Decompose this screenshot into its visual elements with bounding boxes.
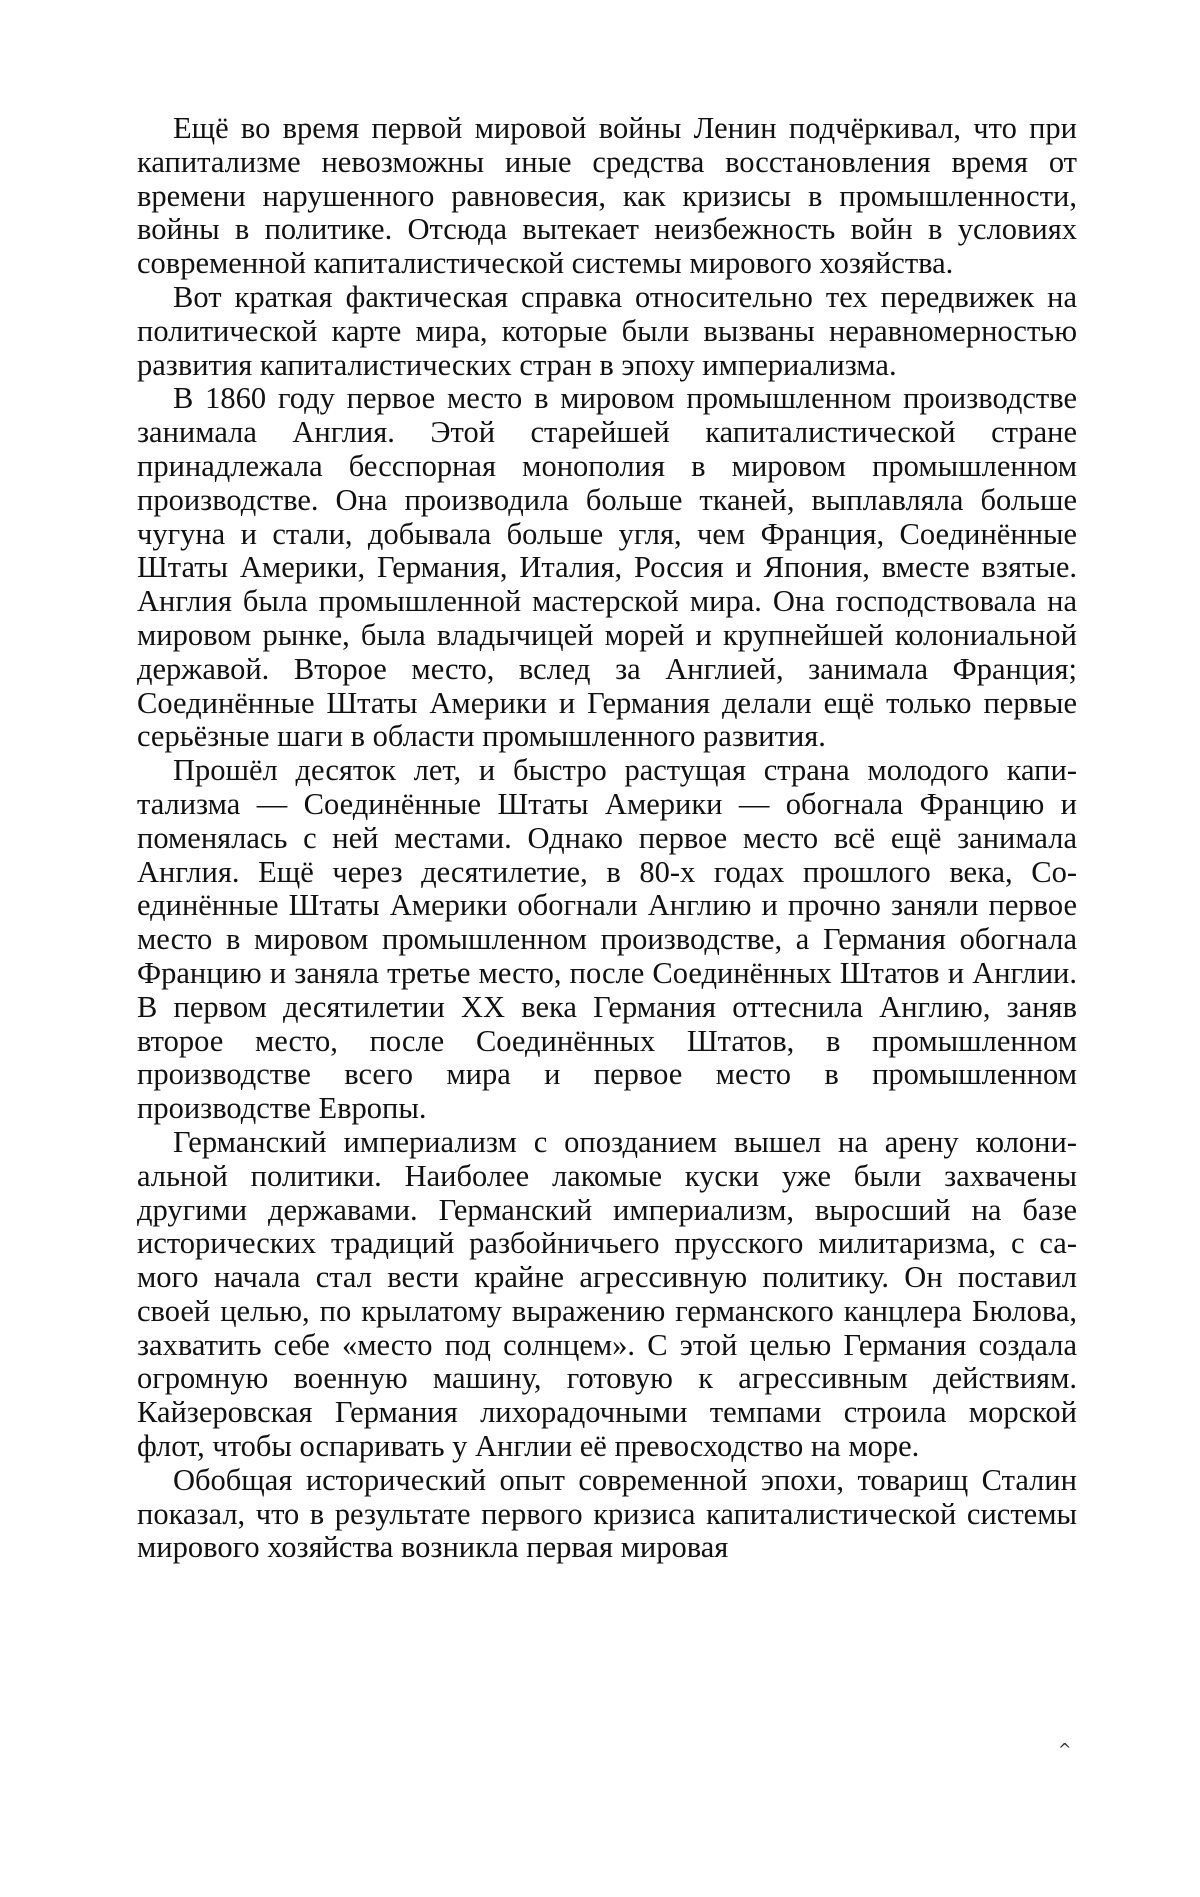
page-corner-mark: ^ [1058,1740,1072,1759]
paragraph-usa-overtakes: Прошёл десяток лет, и быстро растущая страна молодого капитализма — Соединённые Штаты Америки — обогнала Францию и поменялась с ней местами. Однако первое место всё ещё занимала Англия. Ещё через десятилетие, в 80-х годах прошлого века, Соединённые Штаты Америки обогнали Англию и прочно заняли первое место в мировом промышленном производстве, а Германия обогнала Францию и заняла третье место, после Соединённых Штатов и Англии. В первом десятилетии XX века Германия оттеснила Англию, заняв второе место, после Соединённых Штатов, в промышленном производстве всего мира и первое место в промышленном производстве Европы. [137,753,1077,1126]
document-page [137,112,1077,1565]
paragraph-england-1860: В 1860 году первое место в мировом промышленном производстве занимала Англия. Этой старейшей капиталистической стране принадлежала бесспорная монополия в мировом промышленном производстве. Она производила больше тканей, выплавляла больше чугуна и стали, добывала больше угля, чем Франция, Соединённые Штаты Америки, Германия, Италия, Россия и Япония, вместе взятые. Англия была промышленной мастерской мира. Она господствовала на мировом рынке, была владычицей морей и крупнейшей колониальной державой. Второе место, вслед за Англией, занимала Франция; Соединённые Штаты Америки и Германия делали ещё только первые серьёзные шаги в области промышленного развития. [137,381,1077,754]
paragraph-lenin-quote: Ещё во время первой мировой войны Ленин подчёркивал, что при капитализме невозможны иные средства восстановления время от времени нарушенного равновесия, как кризисы в промышленности, войны в политике. Отсюда вытекает неизбежность войн в условиях современной капиталистической системы мирового хозяйства. [137,111,1077,281]
paragraph-german-imperialism: Германский империализм с опозданием вышел на арену колониальной политики. Наиболее лакомые куски уже были захвачены другими державами. Германский империализм, выросший на базе исторических традиций разбойничьего прусского милитаризма, с самого начала стал вести крайне агрессивную политику. Он поставил своей целью, по крылатому выражению германского канцлера Бюлова, захватить себе «место под солнцем». С этой целью Германия создала огромную военную машину, готовую к агрессивным действиям. Кайзеровская Германия лихорадочными темпами строила морской флот, чтобы оспаривать у Англии её превосходство на море. [137,1124,1077,1464]
paragraph-stalin-summary: Обобщая исторический опыт современной эпохи, товарищ Сталин показал, что в результате первого кризиса капиталистической системы мирового хозяйства возникла первая мировая [137,1462,1077,1565]
paragraph-reference-intro: Вот краткая фактическая справка относительно тех передвижек на политической карте мира, которые были вызваны неравномерностью развития капиталистических стран в эпоху империализма. [137,279,1077,382]
